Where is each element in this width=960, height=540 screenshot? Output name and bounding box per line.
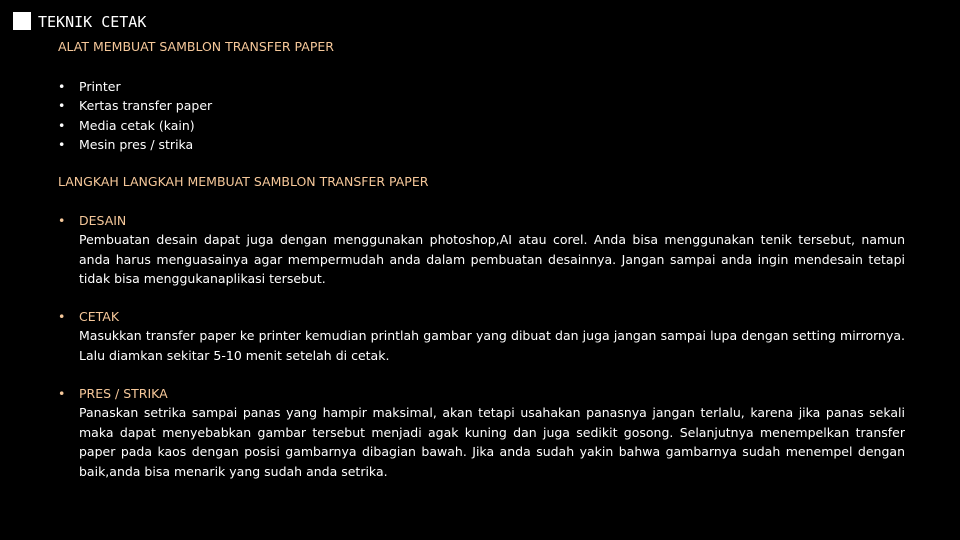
tool-label: Printer [79, 79, 121, 94]
bullet-icon: • [58, 386, 66, 401]
steps-heading: LANGKAH LANGKAH MEMBUAT SAMBLON TRANSFER PAPER [58, 174, 429, 189]
bullet-icon: • [58, 98, 66, 114]
step-description: Pembuatan desain dapat juga dengan menggunakan photoshop,AI atau corel. Anda bisa menggunakan tenik tersebut, namun anda harus menguasainya agar mempermudah anda dalam pembuatan desainnya. Jangan sampai anda ingin mendesain tetapi tidak bisa menggukanaplikasi tersebut. [79, 232, 905, 287]
tools-list [58, 77, 212, 155]
bullet-icon: • [58, 137, 66, 153]
step-pres-strika [58, 384, 905, 481]
tools-list-item [58, 116, 212, 135]
slide-title: TEKNIK CETAK [38, 13, 147, 31]
title-square-marker [13, 12, 31, 30]
step-title-row [58, 384, 905, 403]
step-cetak [58, 307, 905, 365]
step-desain [58, 211, 905, 289]
step-description: Masukkan transfer paper ke printer kemudian printlah gambar yang dibuat dan juga jangan sampai lupa dengan setting mirrornya. Lalu diamkan sekitar 5-10 menit setelah di cetak. [79, 328, 905, 363]
bullet-icon: • [58, 117, 66, 133]
step-title: DESAIN [79, 213, 127, 228]
step-title-row [58, 211, 905, 230]
bullet-icon: • [58, 309, 66, 324]
step-description: Panaskan setrika sampai panas yang hampir maksimal, akan tetapi usahakan panasnya jangan terlalu, karena jika panas sekali maka dapat menyebabkan gambar tersebut menjadi agak kuning dan juga sedikit gosong. Selanjutnya menempelkan transfer paper pada kaos dengan posisi gambarnya dibagian bawah. Jika anda sudah yakin bahwa gambarnya sudah menempel dengan baik,anda bisa menarik yang sudah anda setrika. [79, 405, 905, 479]
tool-label: Kertas transfer paper [79, 98, 213, 114]
step-title-row [58, 307, 905, 326]
bullet-icon: • [58, 79, 66, 94]
bullet-icon: • [58, 213, 66, 228]
tools-list-item [58, 96, 212, 115]
tool-label: Media cetak (kain) [79, 117, 195, 133]
tool-label: Mesin pres / strika [79, 137, 194, 153]
tools-list-item [58, 135, 212, 154]
step-title: CETAK [79, 309, 120, 324]
step-title: PRES / STRIKA [79, 386, 168, 401]
tools-list-item [58, 77, 212, 96]
tools-heading: ALAT MEMBUAT SAMBLON TRANSFER PAPER [58, 39, 334, 54]
